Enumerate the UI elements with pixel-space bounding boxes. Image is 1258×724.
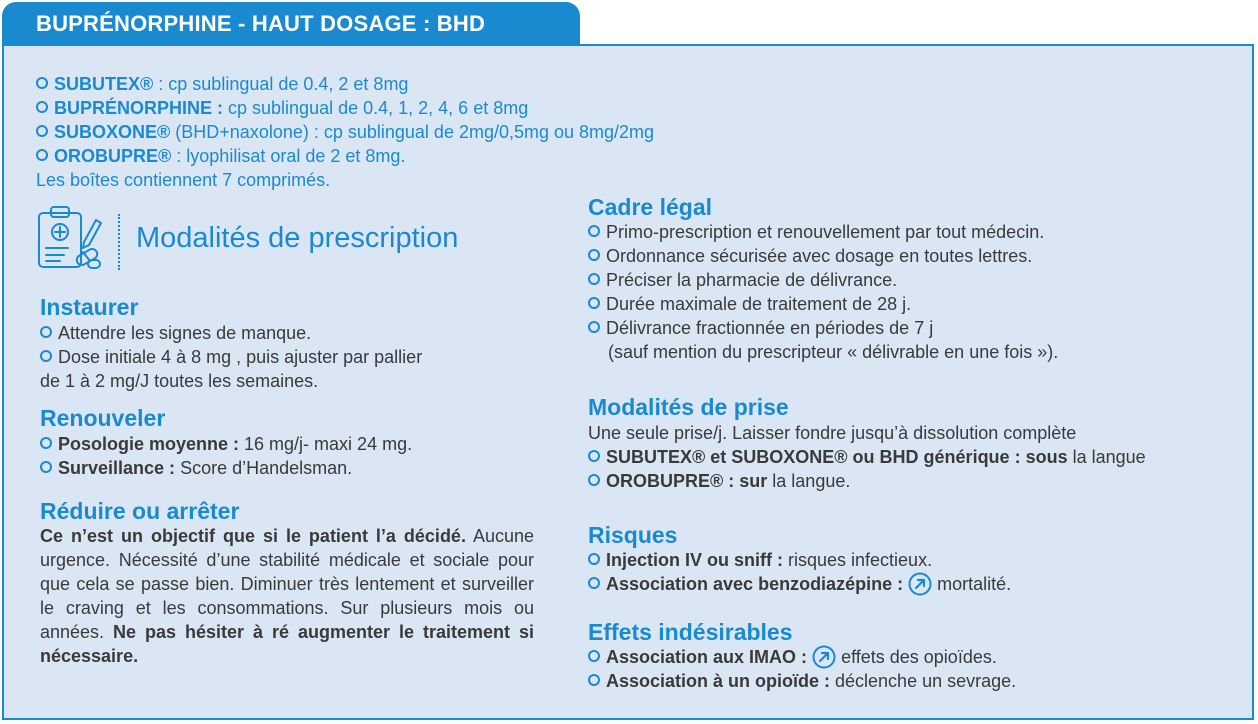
- cadre-list: [588, 220, 1058, 364]
- prise-list: [588, 421, 1146, 493]
- list-item: Durée maximale de traitement de 28 j.: [588, 292, 1058, 316]
- renouveler-list: [40, 432, 412, 480]
- bullet-icon: [588, 577, 600, 589]
- bullet-icon: [36, 77, 48, 89]
- header-tab: [2, 2, 580, 46]
- bullet-icon: [588, 553, 600, 565]
- section-title-prescription: Modalités de prescription: [136, 222, 459, 254]
- list-item: Préciser la pharmacie de délivrance.: [588, 268, 1058, 292]
- heading-effets: Effets indésirables: [588, 619, 793, 645]
- list-item: BUPRÉNORPHINE : cp sublingual de 0.4, 1, 2, 4, 6 et 8mg: [36, 96, 654, 120]
- bullet-icon: [588, 249, 600, 261]
- bullet-icon: [588, 450, 600, 462]
- list-item: OROBUPRE® : sur la langue.: [588, 469, 1146, 493]
- bullet-icon: [588, 297, 600, 309]
- reduire-paragraph: Ce n’est un objectif que si le patient l’a décidé. Aucune urgence. Nécessité d’une stabilité médicale et sociale pour que cela se passe bien. Diminuer très lentement et surveiller le craving et les consommations. Sur plusieurs mois ou années. Ne pas hésiter à ré augmenter le traitement si nécessaire.: [40, 526, 535, 666]
- list-item: Association aux IMAO : effets des opioïdes.: [588, 645, 1016, 669]
- list-item: Ordonnance sécurisée avec dosage en toutes lettres.: [588, 244, 1058, 268]
- divider: [118, 214, 120, 270]
- list-item: Surveillance : Score d’Handelsman.: [40, 456, 412, 480]
- bullet-icon: [36, 101, 48, 113]
- list-item: Association à un opioïde : déclenche un sevrage.: [588, 669, 1016, 693]
- instaurer-list: [40, 321, 422, 393]
- page-title: BUPRÉNORPHINE - HAUT DOSAGE : BHD: [36, 11, 486, 36]
- increase-arrow-icon: [908, 572, 932, 596]
- list-item-continuation: (sauf mention du prescripteur « délivrable en une fois »).: [608, 342, 1059, 362]
- list-item-continuation: de 1 à 2 mg/J toutes les semaines.: [40, 371, 319, 391]
- bullet-icon: [36, 125, 48, 137]
- bullet-icon: [40, 326, 52, 338]
- bullet-icon: [40, 437, 52, 449]
- list-item: OROBUPRE® : lyophilisat oral de 2 et 8mg.: [36, 144, 654, 168]
- heading-risques: Risques: [588, 522, 678, 548]
- heading-prise: Modalités de prise: [588, 394, 789, 420]
- heading-instaurer: Instaurer: [40, 294, 139, 320]
- bullet-icon: [588, 225, 600, 237]
- risques-list: [588, 548, 1011, 596]
- bullet-icon: [588, 273, 600, 285]
- heading-reduire: Réduire ou arrêter: [40, 498, 240, 524]
- list-item: Primo-prescription et renouvellement par tout médecin.: [588, 220, 1058, 244]
- list-item: Posologie moyenne : 16 mg/j- maxi 24 mg.: [40, 432, 412, 456]
- bullet-icon: [40, 350, 52, 362]
- prise-intro: Une seule prise/j. Laisser fondre jusqu’à dissolution complète: [588, 423, 1077, 443]
- product-list: [36, 72, 654, 192]
- heading-renouveler: Renouveler: [40, 405, 166, 431]
- boxes-note: Les boîtes contiennent 7 comprimés.: [36, 170, 331, 190]
- list-item: Injection IV ou sniff : risques infectieux.: [588, 548, 1011, 572]
- list-item: Dose initiale 4 à 8 mg , puis ajuster par pallier: [40, 345, 422, 369]
- bullet-icon: [588, 474, 600, 486]
- increase-arrow-icon: [812, 645, 836, 669]
- list-item: Attendre les signes de manque.: [40, 321, 422, 345]
- list-item: Délivrance fractionnée en périodes de 7 j: [588, 316, 1058, 340]
- bullet-icon: [588, 674, 600, 686]
- bullet-icon: [588, 321, 600, 333]
- list-item: SUBOXONE® (BHD+naxolone) : cp sublingual de 2mg/0,5mg ou 8mg/2mg: [36, 120, 654, 144]
- bullet-icon: [40, 461, 52, 473]
- effets-list: [588, 645, 1016, 693]
- heading-cadre: Cadre légal: [588, 194, 712, 220]
- bullet-icon: [36, 149, 48, 161]
- bullet-icon: [588, 650, 600, 662]
- list-item: SUBUTEX® et SUBOXONE® ou BHD générique : sous la langue: [588, 445, 1146, 469]
- list-item: SUBUTEX® : cp sublingual de 0.4, 2 et 8mg: [36, 72, 654, 96]
- list-item: Association avec benzodiazépine : mortalité.: [588, 572, 1011, 596]
- prescription-clipboard-icon: [36, 204, 104, 270]
